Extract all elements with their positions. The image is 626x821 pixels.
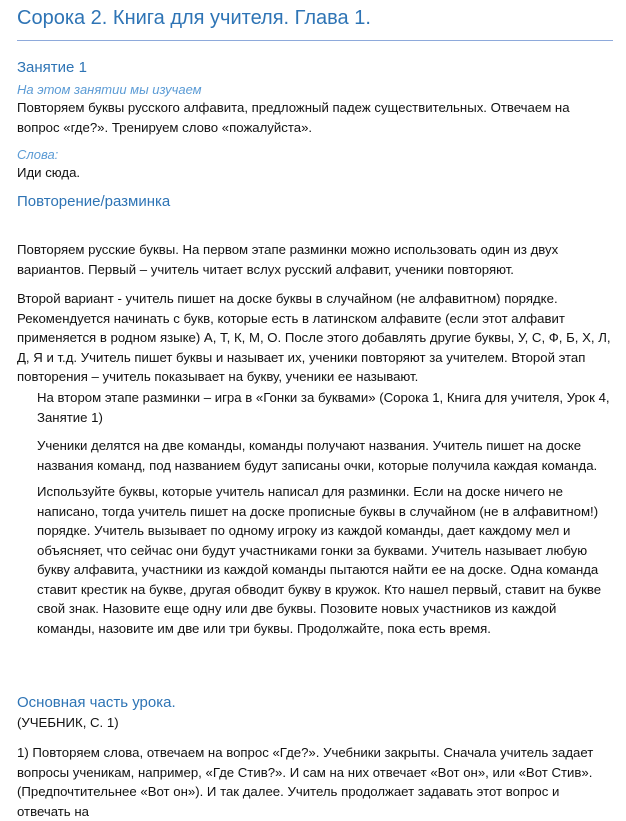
lesson-heading: Занятие 1 [17,59,87,76]
warmup-heading: Повторение/разминка [17,193,171,210]
warmup-paragraph-1: Повторяем русские буквы. На первом этапе разминки можно использовать один из двух вариантов. Первый – учитель читает вслух русский алфавит, ученики повторяют. [17,242,559,277]
warmup-paragraph-2: Второй вариант - учитель пишет на доске буквы в случайном (не алфавитном) порядке. Рекомендуется начинать с букв, которые есть в латинском алфавите (если этот алфавит применяется в родном языке) А, Т, К, М, О. После этого добавлять другие буквы, У, С, Ф, Б, Х, Л, Д, Я и т.д. Учитель пишет буквы и называет их, ученики повторяют за учителем. Второй этап повторения – учитель показывает на букву, ученики ее называют. [17,291,611,384]
words-label: Слова: [17,147,59,162]
study-label: На этом занятии мы изучаем [17,82,202,97]
main-heading: Основная часть урока. [17,694,176,711]
main-reference: (УЧЕБНИК, С. 1) [17,715,119,730]
study-text: Повторяем буквы русского алфавита, предложный падеж существительных. Отвечаем на вопрос «где?». Тренируем слово «пожалуйста». [17,100,570,135]
main-paragraph-1: 1) Повторяем слова, отвечаем на вопрос «Где?». Учебники закрыты. Сначала учитель задает вопросы ученикам, например, «Где Стив?». И сам на них отвечает «Вот он», или «Вот Стив». (Предпочтительнее «Вот он»). И так далее. Учитель продолжает задавать этот вопрос и отвечать на [17,745,594,819]
warmup-paragraph-5: Используйте буквы, которые учитель написал для разминки. Если на доске ничего не написано, тогда учитель пишет на доске прописные буквы в случайном (не в алфавитном!) порядке. Учитель вызывает по одному игроку из каждой команды, дает каждому мел и объясняет, что сейчас они будут участниками гонки за буквами. Учитель называет любую букву алфавита, участники из каждой команды пытаются найти ее на доске. Одна команда ставит крестик на букве, другая обводит букву в кружок. Кто нашел первый, ставит на букве свой знак. Назовите еще одну или две буквы. Позовите новых участников из каждой команды, назовите им две или три буквы. Продолжайте, пока есть время. [37,484,602,636]
words-text: Иди сюда. [17,165,81,180]
title-divider [17,40,613,41]
warmup-paragraph-3: На втором этапе разминки – игра в «Гонки за буквами» (Сорока 1, Книга для учителя, Урок 4, Занятие 1) [37,390,610,425]
warmup-paragraph-4: Ученики делятся на две команды, команды получают названия. Учитель пишет на доске названия команд, под названием будут записаны очки, которые получила каждая команда. [37,438,598,473]
document-title: Сорока 2. Книга для учителя. Глава 1. [17,7,371,29]
